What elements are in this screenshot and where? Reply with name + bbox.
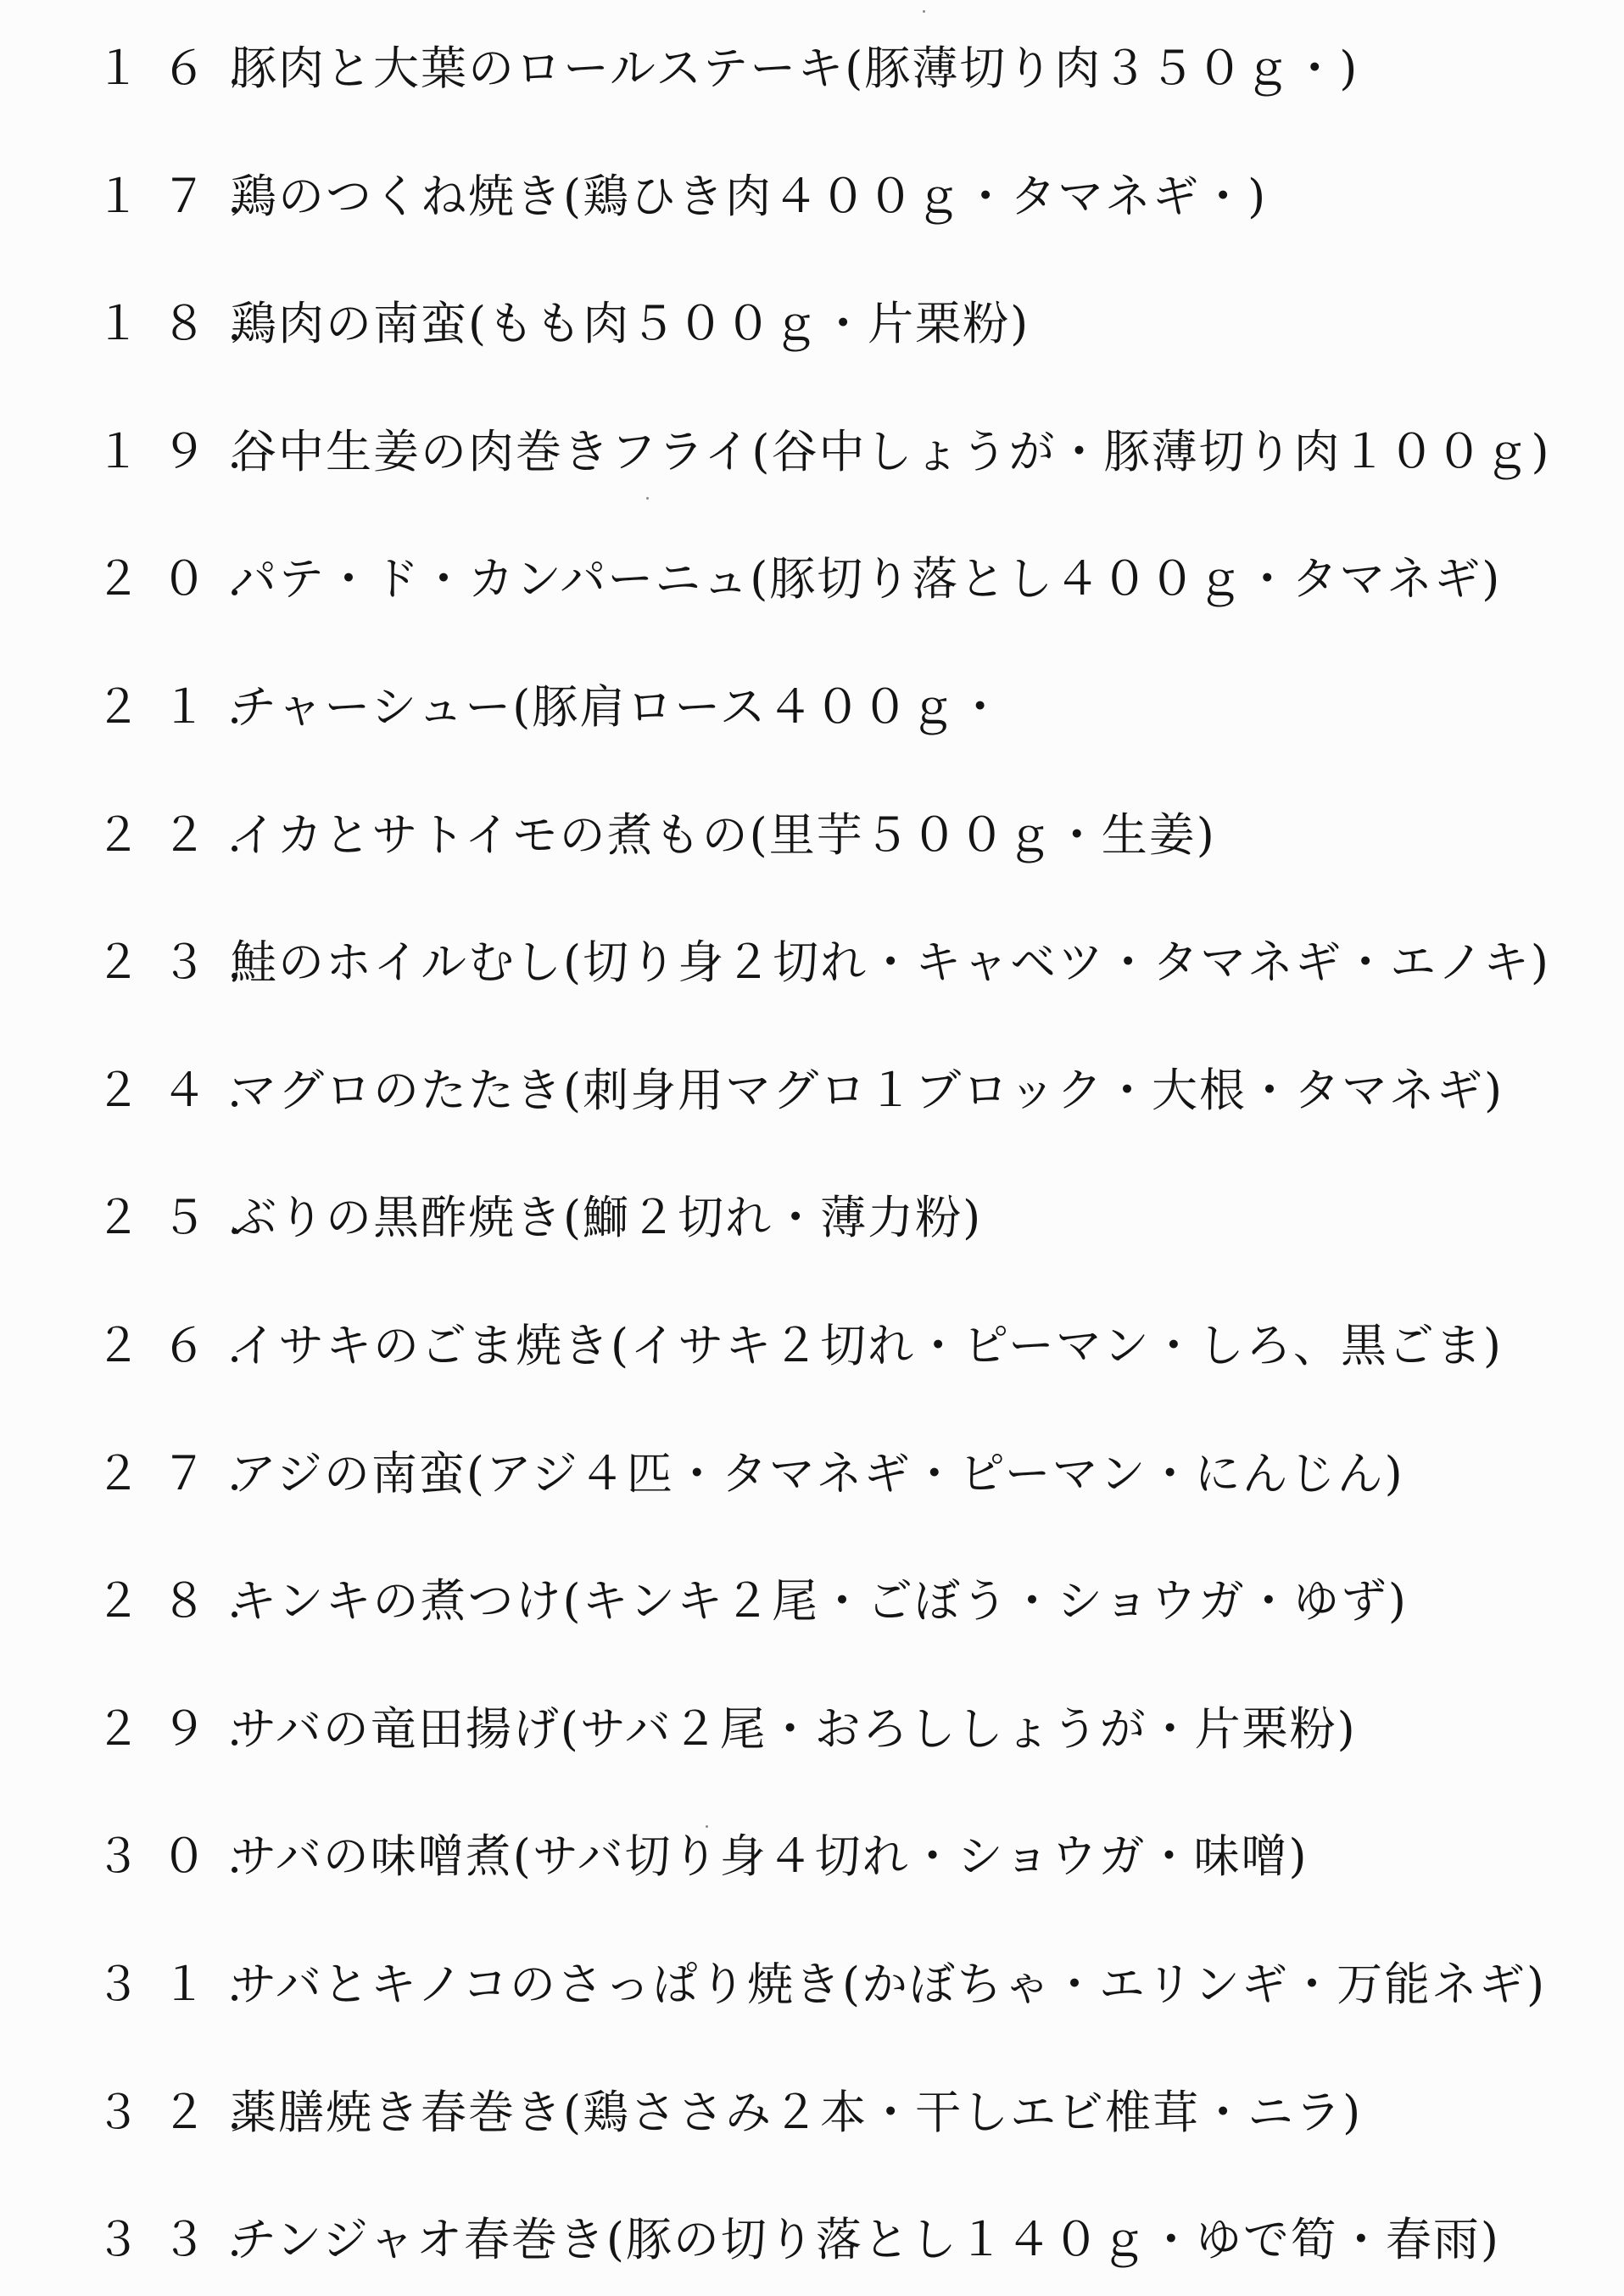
item-text: ぶりの黒酢焼き(鰤２切れ・薄力粉) xyxy=(231,1191,983,1245)
item-number: ２８. xyxy=(95,1574,263,1628)
item-number: ２２. xyxy=(95,807,263,862)
item-number: １８. xyxy=(95,297,263,351)
item-text: 鶏のつくね焼き(鶏ひき肉４００ｇ・タマネギ・) xyxy=(231,169,1268,223)
item-text: 谷中生姜の肉巻きフライ(谷中しょうが・豚薄切り肉１００ｇ) xyxy=(231,424,1551,478)
item-number: １６. xyxy=(95,42,263,95)
item-text: チンジャオ春巻き(豚の切り落とし１４０ｇ・ゆで筍・春雨) xyxy=(231,2213,1501,2267)
item-text: 鮭のホイルむし(切り身２切れ・キャベツ・タマネギ・エノキ) xyxy=(231,936,1550,990)
item-number: ２１. xyxy=(95,680,263,734)
item-text: サバの味噌煮(サバ切り身４切れ・ショウガ・味噌) xyxy=(231,1830,1309,1884)
item-number: ３０. xyxy=(95,1830,263,1884)
item-text: イサキのごま焼き(イサキ２切れ・ピーマン・しろ、黒ごま) xyxy=(231,1319,1503,1372)
scan-speck xyxy=(706,1825,708,1828)
item-text: 薬膳焼き春巻き(鶏ささみ２本・干しエビ椎茸・ニラ) xyxy=(231,2085,1363,2139)
scan-speck xyxy=(646,497,649,500)
item-text: チャーシュー(豚肩ロース４００ｇ・ xyxy=(231,680,1005,734)
item-text: キンキの煮つけ(キンキ２尾・ごぼう・ショウガ・ゆず) xyxy=(231,1574,1408,1628)
scan-speck xyxy=(923,10,925,13)
item-number: ２３. xyxy=(95,936,263,990)
item-number: ２０. xyxy=(95,552,263,606)
item-text: サバとキノコのさっぱり焼き(かぼちゃ・エリンギ・万能ネギ) xyxy=(231,1958,1547,2011)
item-number: １７. xyxy=(95,169,263,223)
item-text: マグロのたたき(刺身用マグロ１ブロック・大根・タマネギ) xyxy=(231,1063,1504,1117)
item-text: サバの竜田揚げ(サバ２尾・おろししょうが・片栗粉) xyxy=(231,1701,1357,1756)
item-number: ２６. xyxy=(95,1319,263,1372)
item-number: ２７. xyxy=(95,1446,263,1500)
item-number: １９. xyxy=(95,424,263,478)
item-text: パテ・ド・カンパーニュ(豚切り落とし４００ｇ・タマネギ) xyxy=(231,552,1502,606)
item-number: ３２. xyxy=(95,2085,263,2139)
item-text: 豚肉と大葉のロールステーキ(豚薄切り肉３５０ｇ・) xyxy=(231,42,1359,95)
item-text: 鶏肉の南蛮(もも肉５００ｇ・片栗粉) xyxy=(231,297,1030,351)
item-number: ２５. xyxy=(95,1191,263,1245)
item-number: ２４. xyxy=(95,1063,263,1117)
item-text: アジの南蛮(アジ４匹・タマネギ・ピーマン・にんじん) xyxy=(231,1446,1404,1500)
item-text: イカとサトイモの煮もの(里芋５００ｇ・生姜) xyxy=(231,807,1216,862)
item-number: ３１. xyxy=(95,1958,263,2011)
item-number: ２９. xyxy=(95,1701,263,1756)
item-number: ３３. xyxy=(95,2213,263,2267)
